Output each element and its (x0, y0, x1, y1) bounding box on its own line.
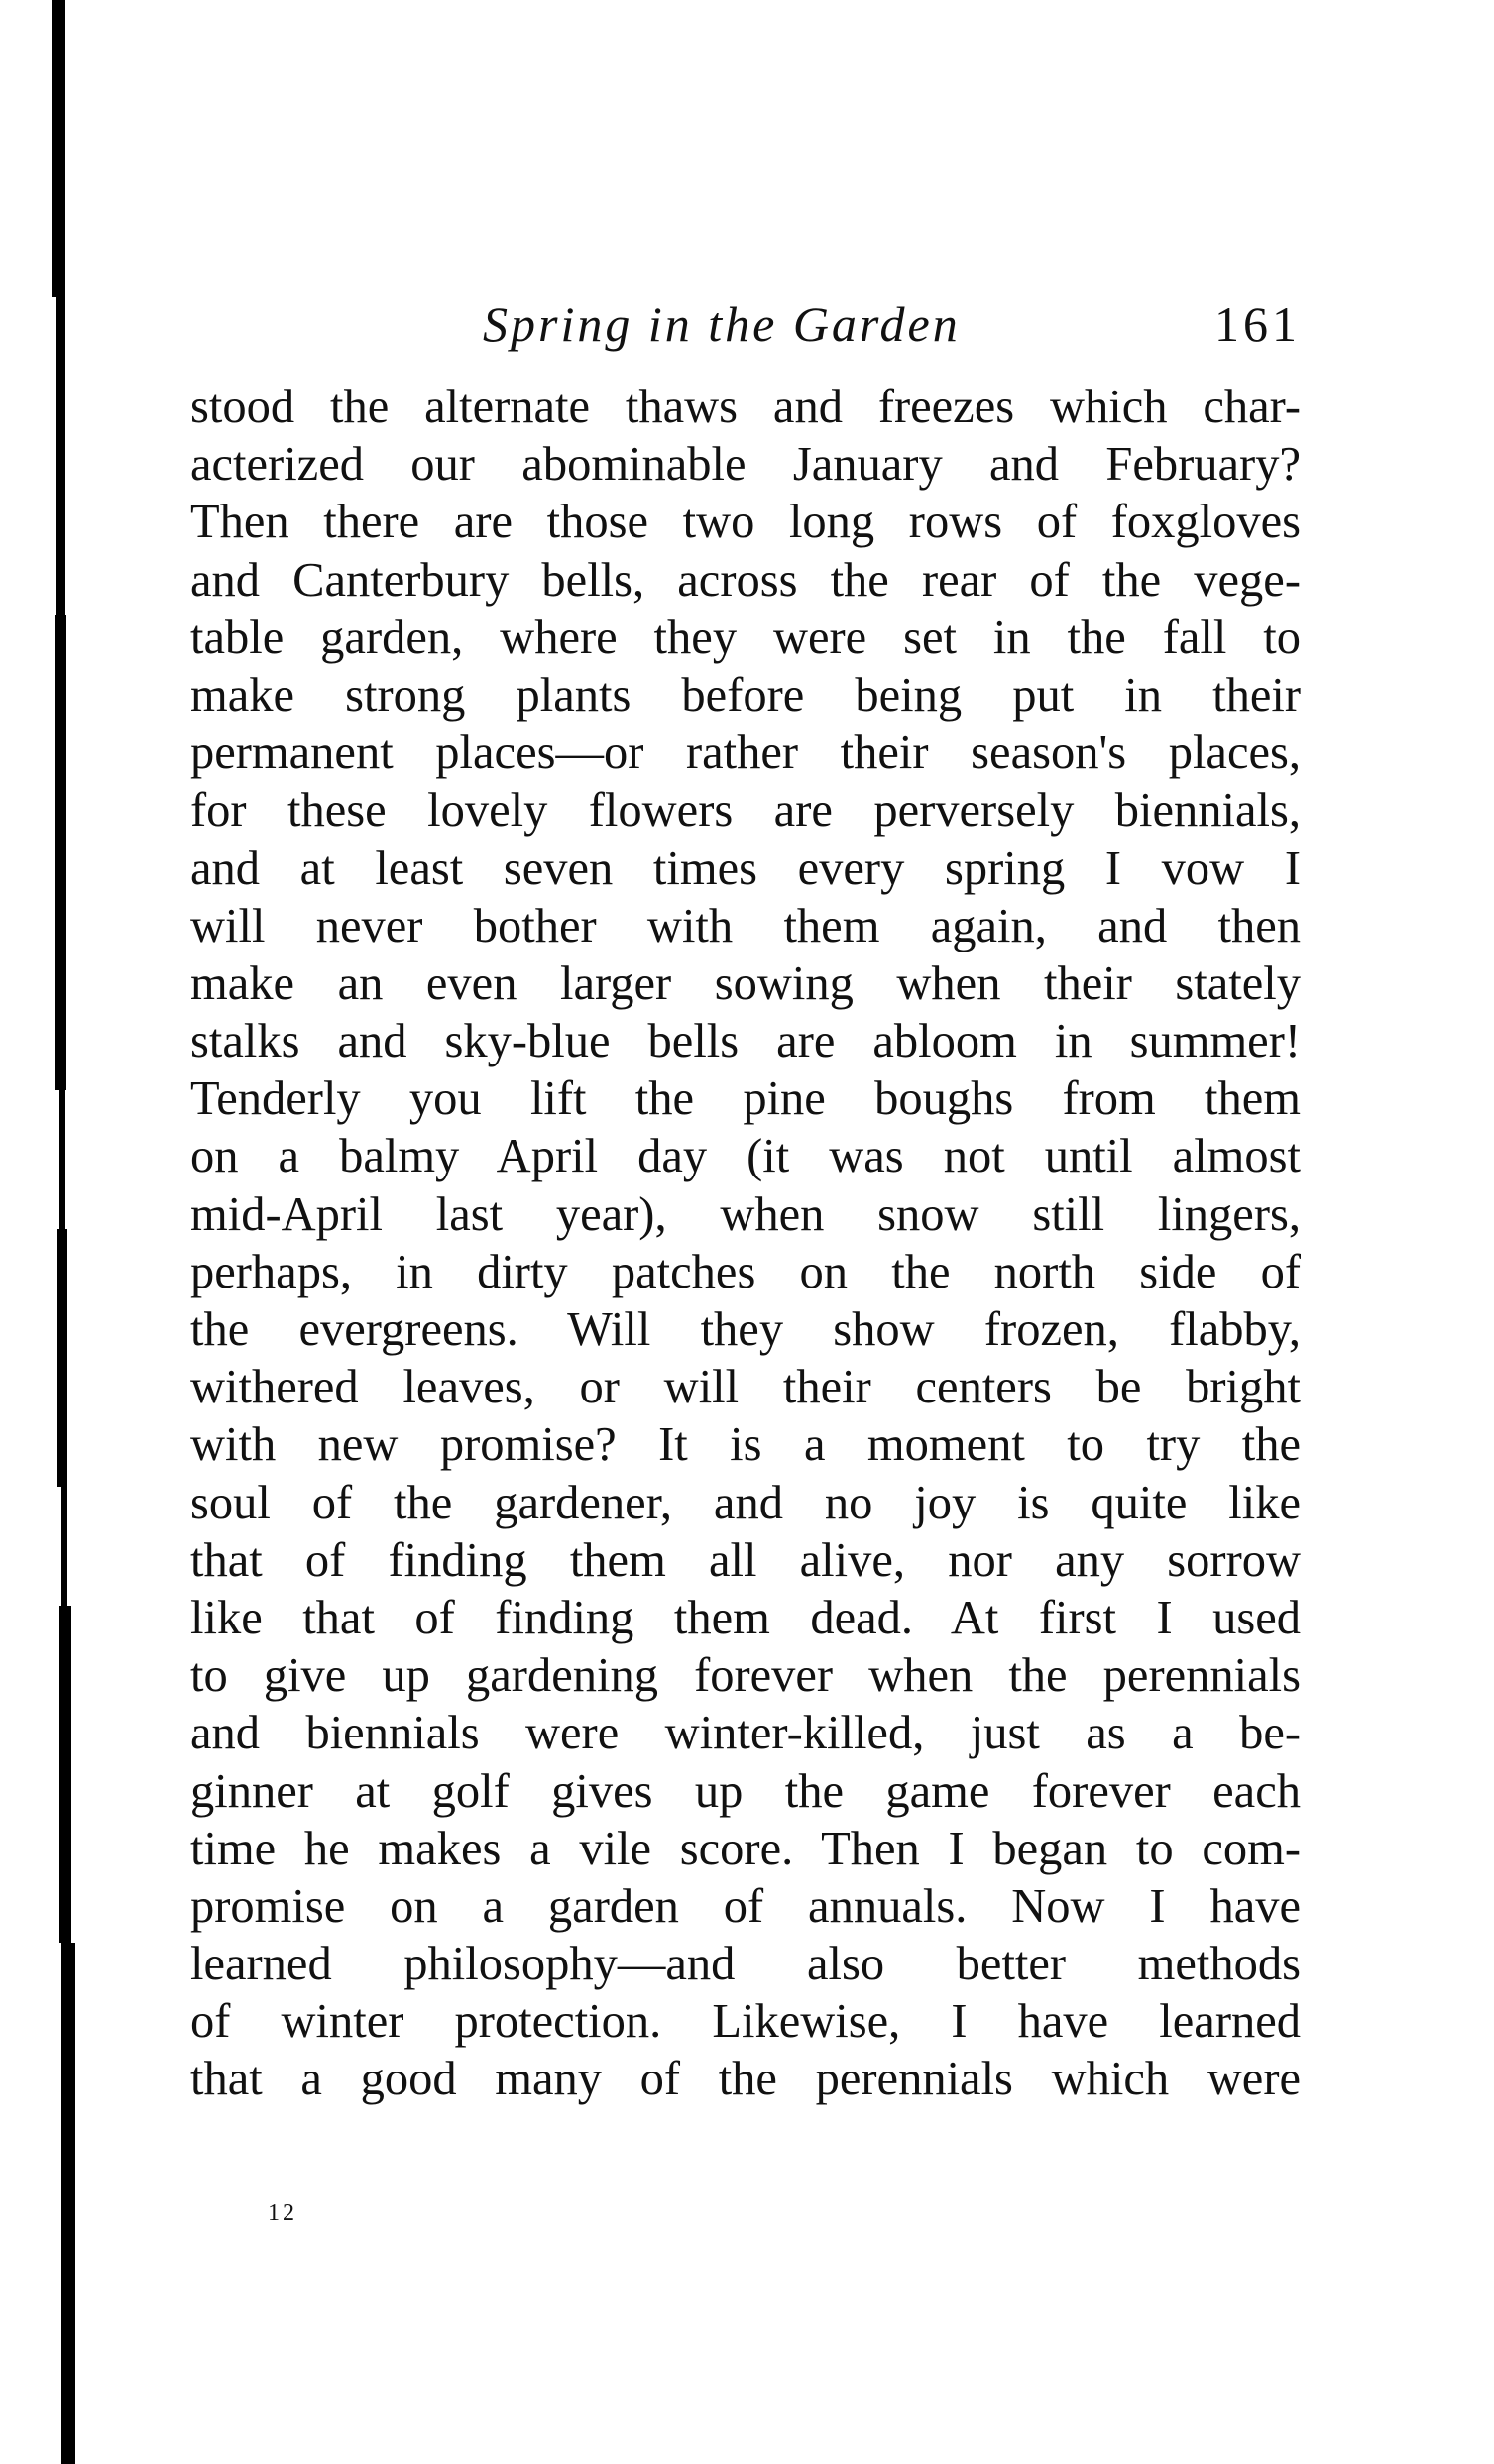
text-line: time he makes a vile score. Then I began to com- (190, 1822, 1301, 1875)
text-line: to give up gardening forever when the perennials (190, 1649, 1301, 1703)
book-page (190, 278, 1301, 2109)
text-line: for these lovely flowers are perversely biennials, (190, 784, 1301, 838)
text-line: with new promise? It is a moment to try the (190, 1418, 1301, 1472)
text-line: and biennials were winter-killed, just as a be- (190, 1707, 1301, 1760)
text-line: learned philosophy—and also better methods (190, 1938, 1301, 1991)
text-line: perhaps, in dirty patches on the north side of (190, 1245, 1301, 1298)
text-line: mid-April last year), when snow still lingers, (190, 1187, 1301, 1241)
running-head (190, 278, 1301, 357)
body-text (190, 379, 1301, 2109)
running-title: Spring in the Garden (483, 296, 961, 352)
text-line: that of finding them all alive, nor any sorrow (190, 1533, 1301, 1587)
page-number: 161 (1214, 296, 1301, 352)
text-line: Then there are those two long rows of foxgloves (190, 496, 1301, 549)
text-line: soul of the gardener, and no joy is quite like (190, 1476, 1301, 1529)
text-line: table garden, where they were set in the fall to (190, 611, 1301, 664)
text-line: acterized our abominable January and February? (190, 438, 1301, 492)
text-line: Tenderly you lift the pine boughs from them (190, 1072, 1301, 1126)
text-line: of winter protection. Likewise, I have learned (190, 1995, 1301, 2049)
text-line: ginner at golf gives up the game forever each (190, 1764, 1301, 1818)
text-line: promise on a garden of annuals. Now I have (190, 1879, 1301, 1933)
text-line: stood the alternate thaws and freezes which char- (190, 381, 1301, 433)
text-line: make an even larger sowing when their stately (190, 956, 1301, 1010)
text-line: withered leaves, or will their centers be bright (190, 1361, 1301, 1414)
signature-mark: 12 (268, 2200, 297, 2226)
text-line: permanent places—or rather their season's places, (190, 727, 1301, 780)
text-line: that a good many of the perennials which were (190, 2053, 1301, 2106)
text-line: like that of finding them dead. At first I used (190, 1591, 1301, 1644)
text-line: make strong plants before being put in their (190, 668, 1301, 722)
text-line: on a balmy April day (it was not until almost (190, 1130, 1301, 1183)
text-line: the evergreens. Will they show frozen, flabby, (190, 1303, 1301, 1356)
text-line: and Canterbury bells, across the rear of the vege- (190, 553, 1301, 607)
text-line: and at least seven times every spring I vow I (190, 841, 1301, 895)
text-line: will never bother with them again, and then (190, 899, 1301, 952)
text-line: stalks and sky-blue bells are abloom in summer! (190, 1015, 1301, 1068)
